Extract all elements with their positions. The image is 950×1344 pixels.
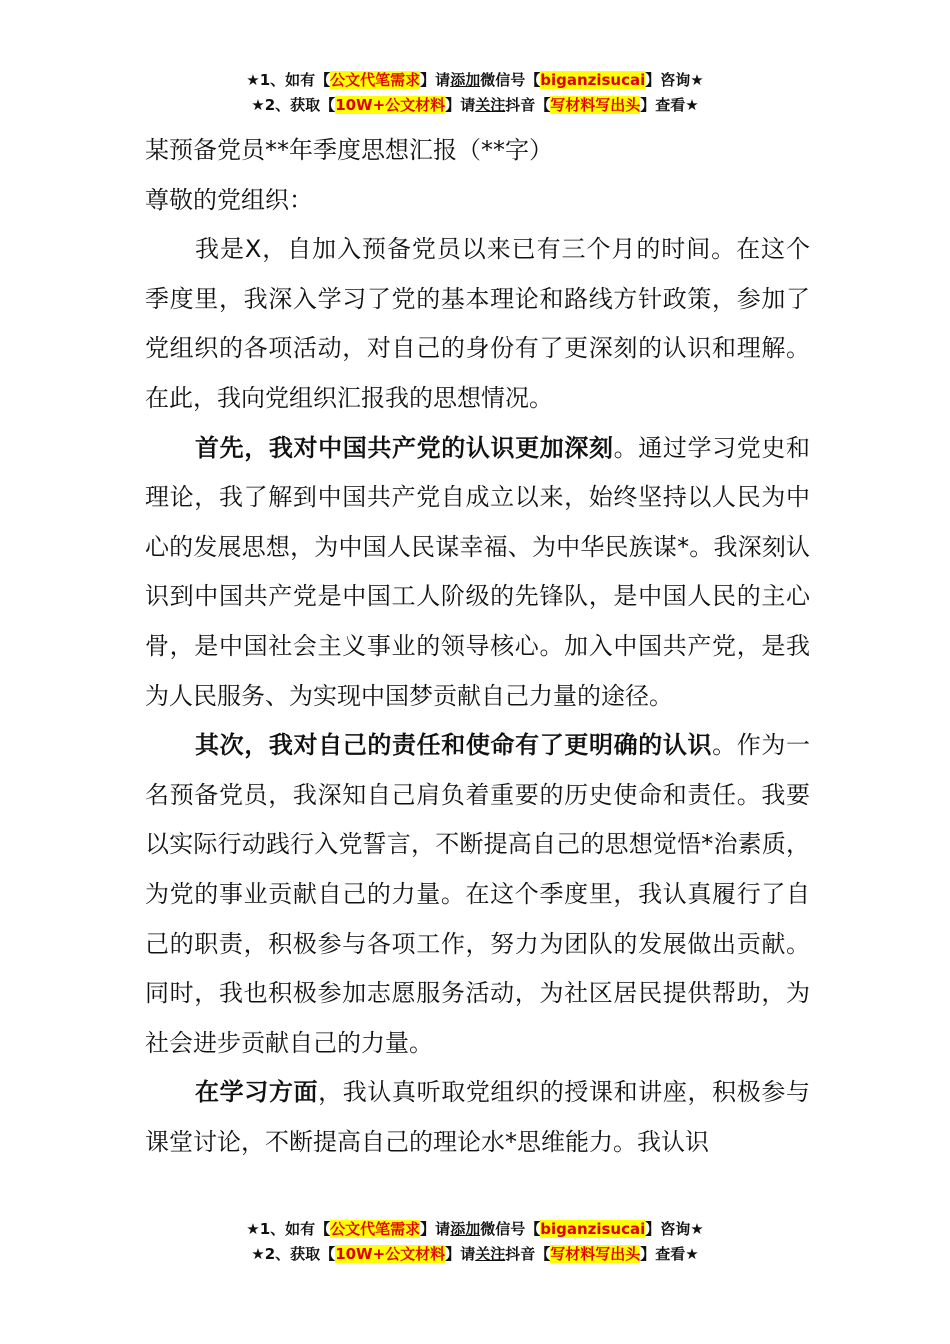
banner-text: 】请: [445, 96, 476, 114]
paragraph-second: [145, 721, 810, 1068]
paragraph-lead: 在学习方面: [195, 1078, 319, 1107]
banner-highlight: 公文代笔需求: [330, 1220, 421, 1238]
banner-text: 抖音【: [505, 1245, 551, 1263]
document-title: 某预备党员**年季度思想汇报（**字）: [145, 136, 553, 164]
banner-highlight: 10W+公文材料: [335, 96, 446, 114]
banner-text: 】咨询★: [645, 71, 704, 89]
banner-highlight: 公文代笔需求: [330, 71, 421, 89]
banner-underline: 添加: [450, 71, 481, 89]
paragraph-text: 。通过学习党史和理论，我了解到中国共产党自成立以来，始终坚持以人民为中心的发展思想，为中国人民谋幸福、为中华民族谋*。我深刻认识到中国共产党是中国工人阶级的先锋队，是中国人民的主心骨，是中国社会主义事业的领导核心。加入中国共产党，是我为人民服务、为实现中国梦贡献自己力量的途径。: [145, 433, 810, 710]
banner-text: 】查看★: [640, 96, 699, 114]
banner-underline: 添加: [450, 1220, 481, 1238]
banner-text: 】咨询★: [645, 1220, 704, 1238]
banner-text: 】请: [420, 71, 451, 89]
banner-highlight: 写材料写出头: [550, 96, 641, 114]
banner-text: 】请: [445, 1245, 476, 1263]
banner-text: 微信号【: [480, 71, 541, 89]
paragraph-first: [145, 424, 810, 722]
banner-text: 微信号【: [480, 1220, 541, 1238]
paragraph-text: 。作为一名预备党员，我深知自己肩负着重要的历史使命和责任。我要以实际行动践行入党誓言，不断提高自己的思想觉悟*治素质，为党的事业贡献自己的力量。在这个季度里，我认真履行了自己的职责，积极参与各项工作，努力为团队的发展做出贡献。同时，我也积极参加志愿服务活动，为社区居民提供帮助，为社会进步贡献自己的力量。: [145, 731, 810, 1057]
banner-highlight: biganzisucai: [540, 71, 646, 89]
paragraph-intro: 我是X，自加入预备党员以来已有三个月的时间。在这个季度里，我深入学习了党的基本理论和路线方针政策，参加了党组织的各项活动，对自己的身份有了更深刻的认识和理解。在此，我向党组织汇报我的思想情况。: [145, 235, 810, 412]
banner-underline: 关注: [475, 96, 506, 114]
paragraph-study: [145, 1068, 810, 1167]
header-banner: [0, 68, 950, 92]
banner-highlight: 写材料写出头: [550, 1245, 641, 1263]
banner-underline: 关注: [475, 1245, 506, 1263]
footer-banner: [0, 1217, 950, 1241]
star-icon: ★: [251, 96, 265, 114]
header-banner-2: [0, 93, 950, 117]
document-body: [145, 126, 810, 1167]
banner-highlight: 10W+公文材料: [335, 1245, 446, 1263]
star-icon: ★: [251, 1245, 265, 1263]
banner-highlight: biganzisucai: [540, 1220, 646, 1238]
banner-text: 1、如有【: [259, 71, 331, 89]
paragraph-lead: 首先，我对中国共产党的认识更加深刻: [195, 433, 614, 462]
banner-text: 2、获取【: [264, 1245, 336, 1263]
banner-text: 】查看★: [640, 1245, 699, 1263]
banner-text: 】请: [420, 1220, 451, 1238]
banner-text: 1、如有【: [259, 1220, 331, 1238]
paragraph-text: ，我认真听取党组织的授课和讲座，积极参与课堂讨论，不断提高自己的理论水*思维能力。我认识: [145, 1078, 810, 1156]
star-icon: ★: [246, 1220, 260, 1238]
banner-text: 抖音【: [505, 96, 551, 114]
footer-banner-2: [0, 1242, 950, 1266]
paragraph-lead: 其次，我对自己的责任和使命有了更明确的认识: [195, 731, 713, 760]
banner-text: 2、获取【: [264, 96, 336, 114]
star-icon: ★: [246, 71, 260, 89]
salutation: 尊敬的党组织：: [145, 185, 313, 214]
